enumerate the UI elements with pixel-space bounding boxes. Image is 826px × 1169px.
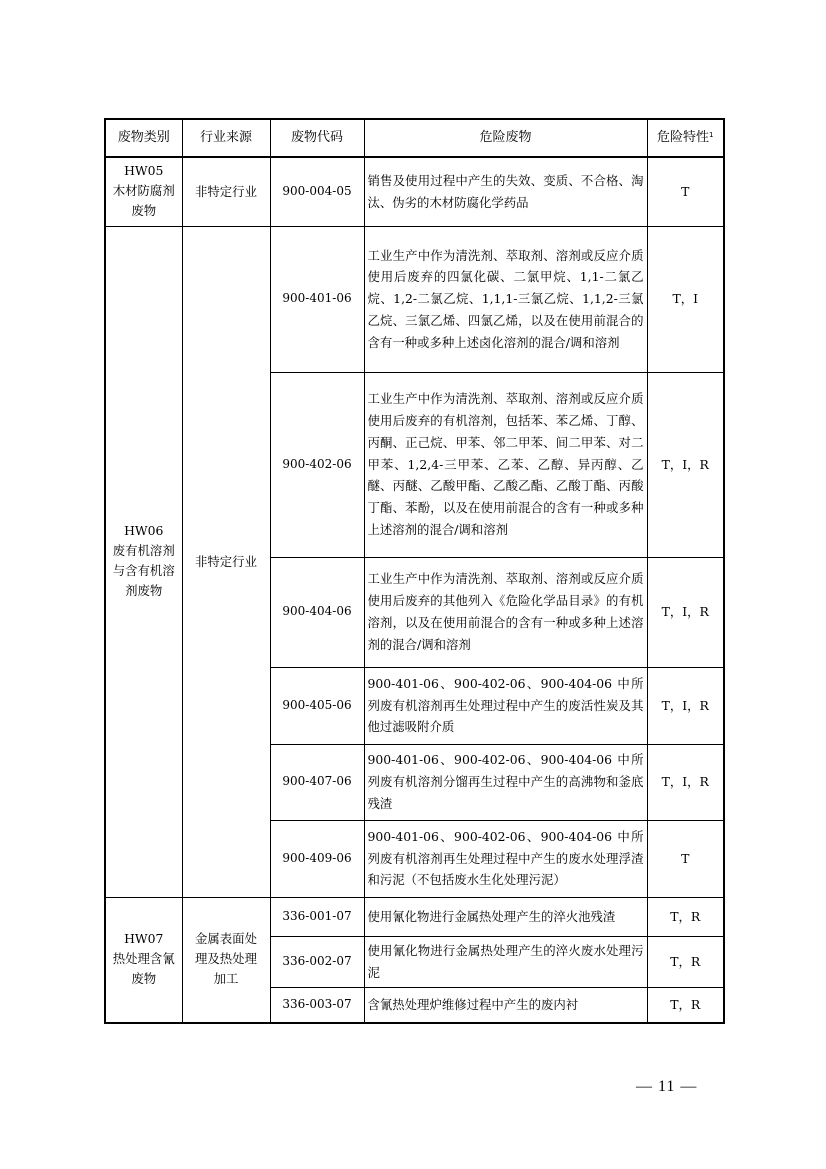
table-header-row [105, 119, 724, 157]
category-cell [105, 226, 182, 897]
waste-code: 336-002-07 [270, 936, 364, 987]
source-cell [182, 897, 270, 1023]
category-text: HW05 木材防腐剂 废物 [112, 163, 175, 219]
waste-code: 900-407-06 [270, 744, 364, 820]
header-source: 行业来源 [182, 119, 270, 157]
hazard-cell: T，I，R [647, 557, 724, 667]
hazard-cell: T，I，R [647, 667, 724, 744]
header-category: 废物类别 [105, 119, 182, 157]
source-text: 金属表面处 理及热处理 加工 [195, 931, 257, 987]
header-hazard-footnote: 1 [709, 131, 714, 140]
waste-code: 336-001-07 [270, 897, 364, 936]
waste-code: 900-402-06 [270, 372, 364, 557]
category-text: HW07 热处理含氰 废物 [112, 931, 175, 987]
hazard-cell: T，I [647, 226, 724, 372]
hazard-cell: T，I，R [647, 744, 724, 820]
header-hazard-label: 危险特性 [657, 130, 710, 146]
header-hazard [647, 119, 724, 157]
hazardous-waste-table [104, 118, 725, 1024]
waste-description: 900-401-06、900-402-06、900-404-06 中所列废有机溶剂再生处理过程中产生的废水处理浮渣和污泥（不包括废水生化处理污泥） [364, 820, 647, 897]
header-waste: 危险废物 [364, 119, 647, 157]
waste-description: 工业生产中作为清洗剂、萃取剂、溶剂或反应介质使用后废弃的其他列入《危险化学品目录》的有机溶剂，以及在使用前混合的含有一种或多种上述溶剂的混合/调和溶剂 [364, 557, 647, 667]
hazard-cell: T，I，R [647, 372, 724, 557]
table-row [105, 226, 724, 372]
waste-description: 使用氰化物进行金属热处理产生的淬火废水处理污泥 [364, 936, 647, 987]
hazard-cell: T，R [647, 897, 724, 936]
hazard-cell: T [647, 157, 724, 226]
waste-description: 工业生产中作为清洗剂、萃取剂、溶剂或反应介质使用后废弃的有机溶剂，包括苯、苯乙烯、丁醇、丙酮、正己烷、甲苯、邻二甲苯、间二甲苯、对二甲苯、1,2,4-三甲苯、乙苯、乙醇、异丙醇、乙醚、丙醚、乙酸甲酯、乙酸乙酯、乙酸丁酯、丙酸丁酯、苯酚，以及在使用前混合的含有一种或多种上述溶剂的混合/调和溶剂 [364, 372, 647, 557]
hazard-cell: T [647, 820, 724, 897]
page-number: — 11 — [636, 1078, 698, 1095]
waste-description: 900-401-06、900-402-06、900-404-06 中所列废有机溶剂再生处理过程中产生的废活性炭及其他过滤吸附介质 [364, 667, 647, 744]
waste-description: 使用氰化物进行金属热处理产生的淬火池残渣 [364, 897, 647, 936]
waste-description: 工业生产中作为清洗剂、萃取剂、溶剂或反应介质使用后废弃的四氯化碳、二氯甲烷、1,1-二氯乙烷、1,2-二氯乙烷、1,1,1-三氯乙烷、1,1,2-三氯乙烷、三氯乙烯、四氯乙烯，以及在使用前混合的含有一种或多种上述卤化溶剂的混合/调和溶剂 [364, 226, 647, 372]
hazard-cell: T，R [647, 936, 724, 987]
source-cell: 非特定行业 [182, 157, 270, 226]
waste-code: 900-401-06 [270, 226, 364, 372]
header-code: 废物代码 [270, 119, 364, 157]
waste-code: 900-409-06 [270, 820, 364, 897]
category-cell [105, 897, 182, 1023]
table-row [105, 157, 724, 226]
waste-description: 含氰热处理炉维修过程中产生的废内衬 [364, 987, 647, 1023]
source-cell: 非特定行业 [182, 226, 270, 897]
waste-description: 900-401-06、900-402-06、900-404-06 中所列废有机溶剂分馏再生过程中产生的高沸物和釜底残渣 [364, 744, 647, 820]
table-row [105, 897, 724, 936]
category-cell [105, 157, 182, 226]
waste-description: 销售及使用过程中产生的失效、变质、不合格、淘汰、伪劣的木材防腐化学药品 [364, 157, 647, 226]
waste-code: 900-405-06 [270, 667, 364, 744]
waste-code: 900-404-06 [270, 557, 364, 667]
waste-code: 900-004-05 [270, 157, 364, 226]
hazard-cell: T，R [647, 987, 724, 1023]
category-text: HW06 废有机溶剂 与含有机溶 剂废物 [112, 523, 175, 599]
waste-code: 336-003-07 [270, 987, 364, 1023]
